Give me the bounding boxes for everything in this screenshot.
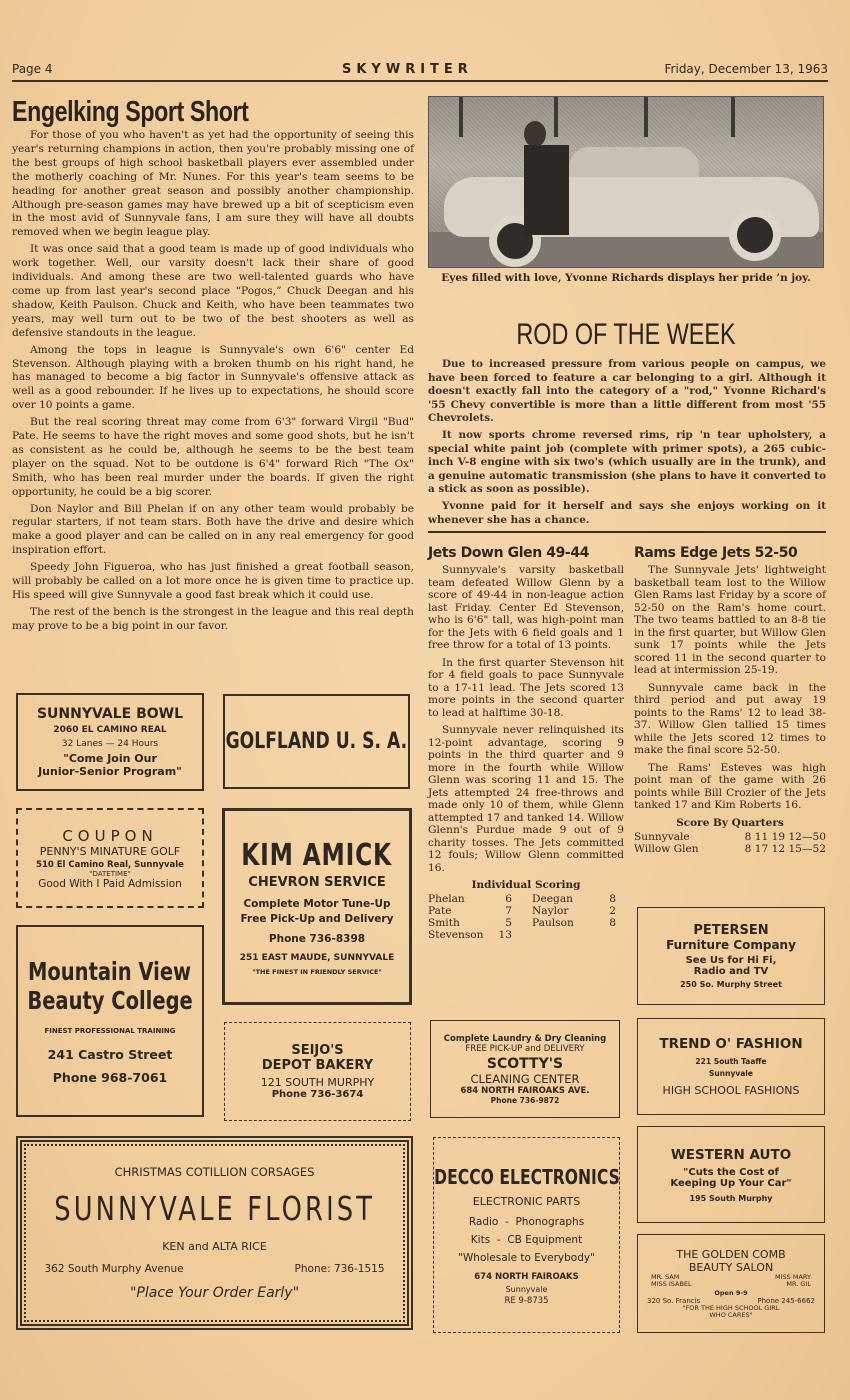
ad-sunnyvale-florist — [16, 1136, 413, 1330]
team-name: Willow Glen — [634, 842, 699, 855]
ad-offer: Good With I Paid Admission — [38, 877, 182, 890]
player-name: Stevenson — [428, 929, 484, 941]
rod-of-week-headline: ROD OF THE WEEK — [516, 318, 736, 351]
ad-hours: 32 Lanes — 24 Hours — [61, 739, 159, 749]
ad-title: KIM AMICK — [241, 837, 393, 873]
ad-subtitle: CHEVRON SERVICE — [248, 874, 386, 890]
ad-hours: Open 9-9 — [714, 1288, 748, 1297]
score-by-quarters-title: Score By Quarters — [676, 816, 784, 829]
ad-beauty-college — [16, 925, 204, 1117]
ad-title: GOLFLAND U. S. A. — [225, 729, 408, 754]
ad-title: Beauty College — [27, 986, 193, 1015]
paragraph: Speedy John Figueroa, who has just finished a great football season, will probably be called on a lot more once he is given time to practice up. His speed will give Sunnyvale a good fast break which it could use. — [12, 561, 414, 601]
ad-city: Sunnyvale — [505, 1284, 548, 1294]
ad-title: SUNNYVALE BOWL — [36, 706, 184, 722]
player-points: 2 — [609, 905, 616, 917]
paragraph: Yvonne paid for it herself and says she enjoys working on it whenever she has a chance. — [428, 499, 826, 526]
player-points: 6 — [505, 893, 512, 905]
ad-address: 320 So. Francis — [647, 1296, 701, 1305]
ad-line: Complete Motor Tune-Up — [243, 897, 391, 910]
ad-line: Complete Laundry & Dry Cleaning — [443, 1033, 607, 1044]
ad-address: 362 South Murphy Avenue — [44, 1263, 184, 1275]
ad-address: 241 Castro Street — [47, 1047, 173, 1062]
ad-staff: MISS ISABEL — [651, 1280, 692, 1288]
player-name: Phelan — [428, 893, 465, 905]
ad-sunnyvale-bowl — [16, 693, 204, 791]
player-points — [594, 929, 616, 941]
ad-line: Radio and TV — [693, 966, 769, 977]
player-name: Paulson — [532, 917, 574, 929]
player-points: 8 — [609, 893, 616, 905]
sport-short-headline: Engelking Sport Short — [12, 96, 249, 128]
page-number: Page 4 — [12, 62, 53, 76]
paragraph: The Rams' Esteves was high point man of the game with 26 points while Bill Crozier of the Jets tanked 17 and Kim Roberts 16. — [634, 761, 826, 811]
paragraph: Sunnyvale never relinquished its 12-point advantage, scoring 9 points in the third quarter and 9 more in the fourth while Willow Glenn was scoring 11 and 15. The Jets attempted 24 free-throws and made only 10 of them, while Glenn attempted 17 and tanked 14. Willow Glenn's Purdue made 9 out of 9 charity tosses. The Jets committed 12 fouls; Willow Glenn committed 16. — [428, 724, 624, 874]
rod-of-week-article — [428, 358, 826, 530]
sport-short-article — [12, 96, 414, 637]
ad-address: 2060 EL CAMINO REAL — [53, 725, 167, 735]
ad-phone: Phone 968-7061 — [52, 1070, 168, 1085]
ad-title: PETERSEN — [693, 923, 769, 938]
ad-line: See Us for Hi Fi, — [685, 955, 777, 966]
ad-line: FREE PICK-UP and DELIVERY — [465, 1043, 585, 1054]
ad-address: 195 South Murphy — [689, 1193, 773, 1203]
ad-address: 121 SOUTH MURPHY — [260, 1076, 375, 1089]
ad-title: Mountain View — [28, 957, 192, 986]
player-points: 13 — [498, 929, 512, 941]
ad-scottys-cleaning — [430, 1020, 620, 1118]
ad-title: Furniture Company — [666, 938, 796, 952]
ad-address: 684 NORTH FAIROAKS AVE. — [460, 1085, 590, 1096]
paragraph: Among the tops in league is Sunnyvale's own 6'6" center Ed Stevenson. Although playing with a broken thumb on his right hand, he has managed to become a big factor in Sunnyvale's offensive attack as well as a good rebounder. If he lives up to expectations, he should score over 10 points a game. — [12, 343, 414, 412]
ad-name: PENNY'S MINATURE GOLF — [39, 844, 181, 858]
ad-trend-o-fashion — [637, 1018, 825, 1115]
ad-title: DECCO ELECTRONICS — [433, 1164, 620, 1189]
ad-staff: MR. SAM — [651, 1272, 680, 1281]
ad-tagline: HIGH SCHOOL FASHIONS — [662, 1084, 800, 1097]
issue-date: Friday, December 13, 1963 — [664, 62, 828, 76]
player-name: Deegan — [532, 893, 573, 905]
ad-phone: Phone: 736-1515 — [294, 1263, 385, 1275]
ad-address: 251 EAST MAUDE, SUNNYVALE — [239, 952, 395, 963]
player-name: Naylor — [532, 905, 569, 917]
paragraph: Sunnyvale came back in the third period and put away 19 points to the Rams' 12 to lead 38-37. Willow Glen tallied 15 times while the Jets scored 12 times to make the final score 52-50. — [634, 681, 826, 756]
ad-line: Radio - Phonographs — [468, 1215, 585, 1228]
paragraph: But the real scoring threat may come from 6'3" forward Virgil "Bud" Pate. He seems to have the right moves and some good shots, but he isn't as consistent as he could be, although he seems to be the best team player on the squad. Not to be outdone is 6'4" forward Rich "The Ox" Smith, who has been real murder under the boards. If given the right opportunity, he could be a big scorer. — [12, 416, 414, 498]
paragraph: For those of you who haven't as yet had the opportunity of seeing this year's returning champions in action, then you're probably missing one of the best groups of high school basketball players ever assembled under the motherly coaching of Mr. Nunes. For this year's team seems to be heading for another great season and possibly another championship. Although pre-season games may have brewed up a bit of scepticism even in the most avid of Sunnyvale fans, I am sure they will have all doubts removed when we begin league play. — [12, 129, 414, 239]
ad-title: DEPOT BAKERY — [261, 1058, 374, 1073]
ad-owners: KEN and ALTA RICE — [162, 1240, 267, 1253]
ad-line: Kits - CB Equipment — [470, 1233, 583, 1246]
ad-headline: CHRISTMAS COTILLION CORSAGES — [114, 1165, 315, 1179]
newspaper-title: SKYWRITER — [342, 62, 473, 77]
jets-article — [428, 545, 624, 941]
ad-slogan: WHO CARES" — [709, 1311, 753, 1319]
player-name — [532, 929, 594, 941]
ad-address: 510 El Camino Real, Sunnyvale — [36, 859, 184, 870]
ad-western-auto — [637, 1126, 825, 1223]
ad-subtitle: ELECTRONIC PARTS — [472, 1194, 581, 1208]
ad-phone: Phone 736-9872 — [490, 1095, 560, 1105]
paragraph: It was once said that a good team is made up of good individuals who work together. Well, our varsity doesn't lack their share of good individuals. And among these are two well-talented guards who have come up from last year's second place “Pogos,” Chuck Deegan and his shadow, Keith Paulson. Chuck and Keith, who have been teammates two years, may well turn out to be two of the best shooters as well as defensive standouts in the league. — [12, 243, 414, 339]
ad-phone: Phone 736-3674 — [271, 1089, 364, 1100]
paragraph: In the first quarter Stevenson hit for 4 field goals to pace Sunnyvale to a 17-11 lead. The Jets scored 13 more points in the second quarter to lead at halftime 30-18. — [428, 656, 624, 719]
ad-slogan: "Come Join Our — [63, 752, 157, 765]
ad-slogan: Junior-Senior Program" — [38, 765, 182, 778]
ad-tagline: FINEST PROFESSIONAL TRAINING — [44, 1027, 176, 1035]
masthead — [12, 60, 828, 82]
ad-slogan: "Place Your Order Early" — [129, 1285, 300, 1301]
ad-contact-row — [45, 1263, 385, 1275]
player-points: 7 — [505, 905, 512, 917]
car-photo — [428, 96, 824, 268]
ad-title: COUPON — [62, 826, 158, 845]
ad-phone: RE 9-8735 — [504, 1295, 549, 1306]
player-name: Smith — [428, 917, 460, 929]
rams-headline: Rams Edge Jets 52-50 — [634, 545, 798, 561]
individual-scoring-table — [428, 893, 624, 941]
ad-golfland — [223, 694, 410, 789]
ad-petersen-furniture — [637, 907, 825, 1005]
paragraph: It now sports chrome reversed rims, rip 'n tear upholstery, a special white paint job (complete with primer spots), a 265 cubic-inch V-8 engine with six two's (which usually are in the trunk), and a genuine automatic transmission (she plans to have it converted to a stick as soon as possible). — [428, 428, 826, 496]
team-name: Sunnyvale — [634, 830, 690, 843]
ad-title: SUNNYVALE FLORIST — [54, 1189, 375, 1228]
team-scores: 8 17 12 15—52 — [744, 842, 826, 855]
ad-city: Sunnyvale — [709, 1069, 753, 1078]
ad-slogan: "Cuts the Cost of — [683, 1166, 779, 1178]
team-scores: 8 11 19 12—50 — [744, 830, 826, 843]
ad-line: Free Pick-Up and Delivery — [240, 912, 394, 925]
ad-golden-comb — [637, 1234, 825, 1333]
ad-seijos-bakery — [224, 1022, 411, 1121]
individual-scoring-title: Individual Scoring — [471, 879, 581, 891]
ad-address: 674 NORTH FAIROAKS — [474, 1271, 579, 1282]
ad-slogan: "FOR THE HIGH SCHOOL GIRL — [682, 1303, 780, 1312]
paragraph: The rest of the bench is the strongest in the league and this real depth may prove to be a big point in our favor. — [12, 605, 414, 632]
ad-address: 221 South Taaffe — [695, 1057, 767, 1066]
paragraph: The Sunnyvale Jets' lightweight basketball team lost to the Willow Glen Rams last Friday by a score of 52-50 on the Ram's home court. The two teams battled to an 8-8 tie in the first quarter, but Willow Glen sunk 17 points while the Jets scored 11 in the second quarter to lead at intermission 25-19. — [634, 564, 826, 676]
ad-phone: Phone 736-8398 — [268, 932, 366, 945]
ad-slogan: Keeping Up Your Car" — [670, 1177, 792, 1189]
player-name: Pate — [428, 905, 452, 917]
jets-headline: Jets Down Glen 49-44 — [428, 545, 590, 561]
ad-address: 250 So. Murphy Street — [680, 980, 782, 989]
score-by-quarters-table — [634, 831, 826, 855]
ad-title: SEIJO'S — [291, 1043, 344, 1058]
ad-title: BEAUTY SALON — [688, 1260, 774, 1274]
ad-decco-electronics — [433, 1137, 620, 1333]
ad-title: TREND O' FASHION — [659, 1036, 803, 1052]
paragraph: Sunnyvale's varsity basketball team defeated Willow Glenn by a score of 49-44 in non-league action last Friday. Center Ed Stevenson, who is 6'6" tall, was high-point man for the Jets with 6 field goals and 1 free throw for a total of 13 points. — [428, 564, 624, 651]
ad-staff: MR. GIL — [786, 1280, 811, 1288]
photo-caption: Eyes filled with love, Yvonne Richards displays her pride ’n joy. — [441, 272, 811, 284]
ad-staff-row — [651, 1281, 811, 1289]
ad-note: "DATETIME" — [89, 869, 131, 878]
ad-title: WESTERN AUTO — [670, 1146, 792, 1163]
ad-coupon-pennys-golf — [16, 808, 204, 908]
paragraph: Don Naylor and Bill Phelan if on any other team would probably be regular starters, if not team stars. Both have the drive and desire which make a good player and can be called on in any real emergency for good inspiration effort. — [12, 502, 414, 557]
player-points: 5 — [505, 917, 512, 929]
ad-kim-amick — [222, 808, 412, 1005]
paragraph: Due to increased pressure from various people on campus, we have been forced to feature a car belonging to a girl. Although it doesn't exactly fall into the category of a "rod," Yvonne Richard's '55 Chevy convertible is more than a little different from most '55 Chevrolets. — [428, 358, 826, 425]
ad-slogan: "Wholesale to Everybody" — [458, 1251, 595, 1264]
ad-title: THE GOLDEN COMB — [676, 1247, 786, 1261]
divider — [428, 531, 826, 533]
ad-phone: Phone 245-6662 — [757, 1296, 815, 1305]
ad-title: CLEANING CENTER — [470, 1071, 580, 1086]
ad-staff: MISS MARY — [775, 1272, 811, 1281]
ad-slogan: "THE FINEST IN FRIENDLY SERVICE" — [252, 967, 382, 976]
rams-article — [634, 545, 826, 855]
player-points: 8 — [609, 917, 616, 929]
ad-title: SCOTTY'S — [486, 1055, 564, 1072]
